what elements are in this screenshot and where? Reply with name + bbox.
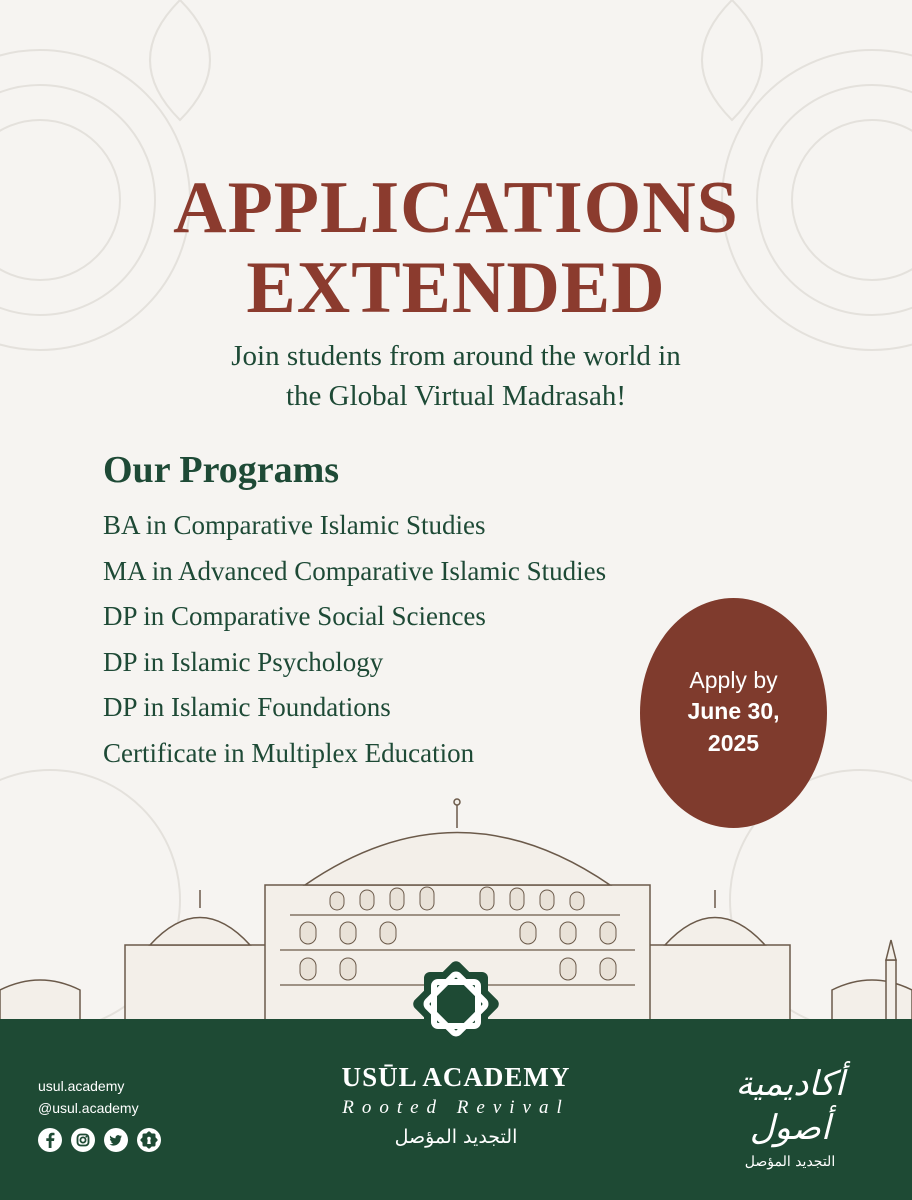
headline-line-1: APPLICATIONS	[173, 167, 739, 249]
brand-arabic-tagline: التجديد المؤصل	[394, 1126, 518, 1148]
program-item: DP in Comparative Social Sciences	[103, 601, 486, 631]
usul-logo-icon	[412, 960, 500, 1048]
arabic-calligraphy-subtitle: التجديد المؤصل	[744, 1154, 836, 1170]
program-item: DP in Islamic Foundations	[103, 692, 391, 722]
apply-label: Apply by	[689, 667, 778, 693]
arabic-calligraphy-title: أكاديمية أصول	[735, 1064, 845, 1148]
apply-year: 2025	[707, 730, 760, 756]
program-item: Certificate in Multiplex Education	[103, 737, 475, 768]
program-item: BA in Comparative Islamic Studies	[103, 510, 486, 540]
headline	[0, 168, 912, 328]
apply-date: June 30,	[687, 698, 780, 724]
brand-name: USŪL ACADEMY	[341, 1062, 571, 1092]
brand-tagline: Rooted Revival	[342, 1097, 570, 1118]
website-link[interactable]: usul.academy	[38, 1078, 125, 1094]
programs-list	[103, 506, 606, 779]
subtitle	[0, 336, 912, 416]
subtitle-line-1: Join students from around the world in	[231, 340, 681, 372]
social-handle[interactable]: @usul.academy	[38, 1100, 139, 1116]
subtitle-line-2: the Global Virtual Madrasah!	[286, 380, 626, 412]
arabic-calligraphy-logo	[705, 1062, 875, 1172]
headline-line-2: EXTENDED	[246, 247, 666, 329]
program-item: DP in Islamic Psychology	[103, 646, 384, 677]
programs-title: Our Programs	[103, 449, 340, 491]
program-item: MA in Advanced Comparative Islamic Studies	[103, 555, 607, 586]
